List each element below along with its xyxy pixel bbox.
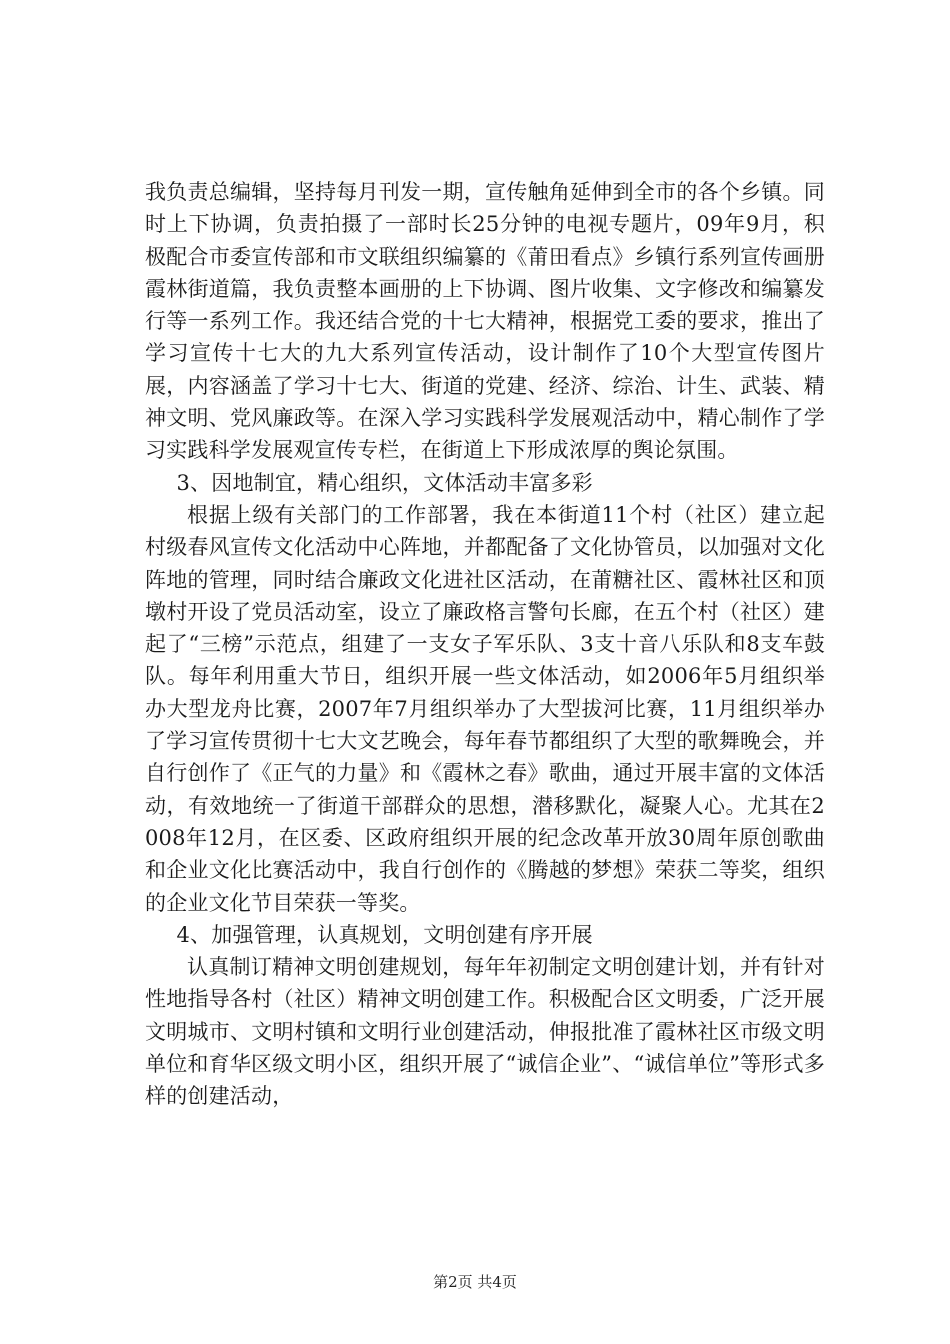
paragraph-publicity-work: 我负责总编辑，坚持每月刊发一期，宣传触角延伸到全市的各个乡镇。同时上下协调，负责拍摄了一部时长25分钟的电视专题片，09年9月，积极配合市委宣传部和市文联组织编纂的《莆田看点》乡镇行系列宣传画册霞林街道篇，我负责整本画册的上下协调、图片收集、文字修改和编纂发行等一系列工作。我还结合党的十七大精神，根据党工委的要求，推出了学习宣传十七大的九大系列宣传活动，设计制作了10个大型宣传图片展，内容涵盖了学习十七大、街道的党建、经济、综治、计生、武装、精神文明、党风廉政等。在深入学习实践科学发展观活动中，精心制作了学习实践科学发展观宣传专栏，在街道上下形成浓厚的舆论氛围。	[145, 180, 825, 463]
paragraph-civilization-building: 认真制订精神文明创建规划，每年年初制定文明创建计划，并有针对性地指导各村（社区）精神文明创建工作。积极配合区文明委，广泛开展文明城市、文明村镇和文明行业创建活动，伸报批准了霞林社区市级文明单位和育华区级文明小区，组织开展了“诚信企业”、“诚信单位”等形式多样的创建活动，	[145, 955, 825, 1109]
section-heading-culture-sports: 3、因地制宜，精心组织，文体活动丰富多彩	[176, 470, 593, 495]
document-body	[145, 176, 825, 1113]
page-footer: 第2页 共4页	[433, 1273, 517, 1291]
section-heading-civilization-building: 4、加强管理，认真规划，文明创建有序开展	[176, 922, 593, 947]
paragraph-culture-sports: 根据上级有关部门的工作部署，我在本街道11个村（社区）建立起村级春风宣传文化活动中心阵地，并都配备了文化协管员，以加强对文化阵地的管理，同时结合廉政文化进社区活动，在莆糖社区、霞林社区和顶墩村开设了党员活动室，设立了廉政格言警句长廊，在五个村（社区）建起了“三榜”示范点，组建了一支女子军乐队、3支十音八乐队和8支车鼓队。每年利用重大节日，组织开展一些文体活动，如2006年5月组织举办大型龙舟比赛，2007年7月组织举办了大型拔河比赛，11月组织举办了学习宣传贯彻十七大文艺晚会，每年春节都组织了大型的歌舞晚会，并自行创作了《正气的力量》和《霞林之春》歌曲，通过开展丰富的文体活动，有效地统一了街道干部群众的思想，潜移默化，凝聚人心。尤其在2008年12月，在区委、区政府组织开展的纪念改革开放30周年原创歌曲和企业文化比赛活动中，我自行创作的《腾越的梦想》荣获二等奖，组织的企业文化节目荣获一等奖。	[145, 502, 825, 915]
